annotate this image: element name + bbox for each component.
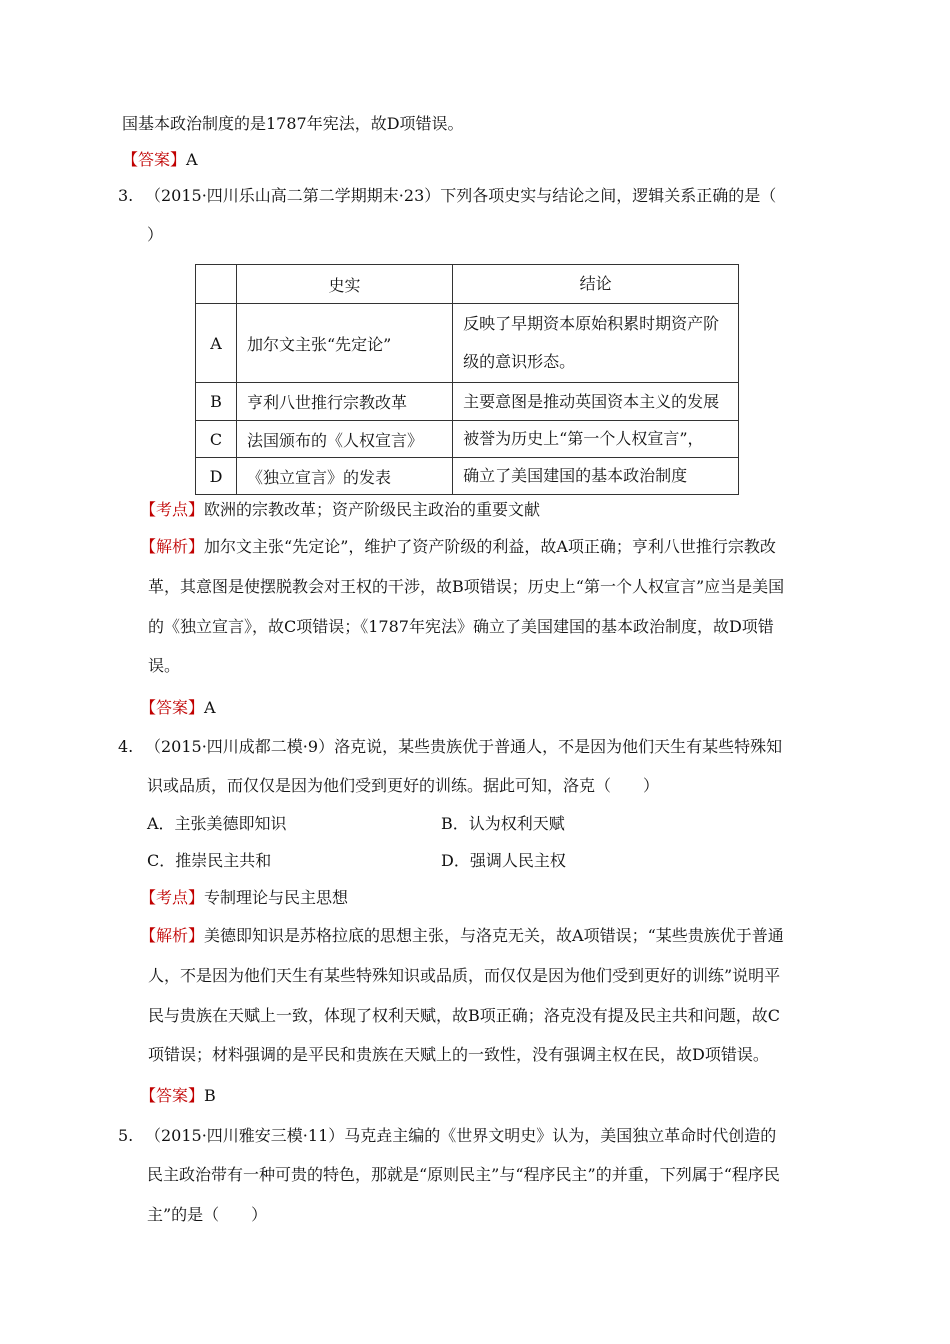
table-header-row	[196, 265, 739, 304]
answer-tag: 【答案】	[140, 698, 205, 717]
table-cell: D	[196, 458, 237, 495]
answer-value: B	[204, 1086, 216, 1105]
question-number: 4.	[118, 737, 134, 756]
answer-tag: 【答案】	[140, 1086, 205, 1105]
table-row	[196, 421, 739, 458]
option-d: D．强调人民主权	[441, 851, 566, 870]
table-row	[196, 458, 739, 495]
table-cell: 反映了早期资本原始积累时期资产阶级的意识形态。	[453, 304, 739, 383]
jiexi-text: 项错误；材料强调的是平民和贵族在天赋上的一致性，没有强调主权在民，故D项错误。	[148, 1045, 769, 1064]
jiexi-text: 加尔文主张“先定论”，维护了资产阶级的利益，故A项正确；亨利八世推行宗教改	[204, 537, 776, 556]
jiexi-tag: 【解析】	[140, 926, 205, 945]
table-cell: 《独立宣言》的发表	[236, 458, 452, 495]
question-stem: （2015·四川成都二模·9）洛克说，某些贵族优于普通人，不是因为他们天生有某些特殊知	[145, 737, 783, 756]
table-cell: 法国颁布的《人权宣言》	[236, 421, 452, 458]
table-header-cell: 结论	[453, 265, 739, 304]
table-header-cell	[196, 265, 237, 304]
table-cell: A	[196, 304, 237, 383]
kaodian-text: 专制理论与民主思想	[204, 888, 349, 907]
question-number: 5.	[118, 1126, 134, 1145]
question-stem: 识或品质，而仅仅是因为他们受到更好的训练。据此可知，洛克（ ）	[147, 776, 660, 795]
table-row	[196, 304, 739, 383]
question-stem: ）	[147, 225, 164, 244]
kaodian-line	[140, 500, 540, 520]
question-stem: 民主政治带有一种可贵的特色，那就是“原则民主”与“程序民主”的并重，下列属于“程序民	[147, 1165, 780, 1184]
table-cell: 被誉为历史上“第一个人权宣言”，	[453, 421, 739, 458]
table-cell: 加尔文主张“先定论”	[236, 304, 452, 383]
kaodian-tag: 【考点】	[140, 888, 205, 907]
question-stem: （2015·四川雅安三模·11）马克垚主编的《世界文明史》认为，美国独立革命时代创造的	[145, 1126, 777, 1145]
table-row	[196, 383, 739, 421]
table-cell: C	[196, 421, 237, 458]
jiexi-text: 误。	[148, 656, 181, 675]
option-a: A．主张美德即知识	[147, 814, 287, 833]
jiexi-line	[140, 537, 776, 557]
table-cell: 确立了美国建国的基本政治制度	[453, 458, 739, 495]
answer-value: A	[186, 150, 198, 169]
jiexi-text: 人，不是因为他们天生有某些特殊知识或品质，而仅仅是因为他们受到更好的训练”说明平	[148, 966, 781, 985]
table-cell: 亨利八世推行宗教改革	[236, 383, 452, 421]
kaodian-tag: 【考点】	[140, 500, 205, 519]
jiexi-text: 革，其意图是使摆脱教会对王权的干涉，故B项错误；历史上“第一个人权宣言”应当是美国	[148, 577, 785, 596]
option-b: B．认为权利天赋	[441, 814, 565, 833]
question-number: 3.	[118, 186, 134, 205]
option-c: C．推崇民主共和	[147, 851, 272, 870]
jiexi-text: 民与贵族在天赋上一致，体现了权利天赋，故B项正确；洛克没有提及民主共和问题，故C	[148, 1006, 781, 1025]
answer-value: A	[204, 698, 216, 717]
table-cell: B	[196, 383, 237, 421]
q2-analysis-tail: 国基本政治制度的是1787年宪法，故D项错误。	[122, 114, 464, 133]
q2-answer	[122, 150, 198, 170]
jiexi-tag: 【解析】	[140, 537, 205, 556]
question-stem: 主”的是（ ）	[147, 1205, 268, 1224]
jiexi-text: 美德即知识是苏格拉底的思想主张，与洛克无关，故A项错误；“某些贵族优于普通	[204, 926, 784, 945]
jiexi-text: 的《独立宣言》，故C项错误；《1787年宪法》确立了美国建国的基本政治制度，故D项错	[148, 617, 774, 636]
jiexi-line	[140, 926, 784, 946]
kaodian-text: 欧洲的宗教改革；资产阶级民主政治的重要文献	[204, 500, 541, 519]
answer-line	[140, 698, 216, 718]
table-cell: 主要意图是推动英国资本主义的发展	[453, 383, 739, 421]
question-stem: （2015·四川乐山高二第二学期期末·23）下列各项史实与结论之间，逻辑关系正确的是（	[145, 186, 777, 205]
table-header-cell: 史实	[236, 265, 452, 304]
answer-line	[140, 1086, 216, 1106]
answer-tag: 【答案】	[122, 150, 187, 169]
kaodian-line	[140, 888, 348, 908]
comparison-table	[195, 264, 739, 495]
